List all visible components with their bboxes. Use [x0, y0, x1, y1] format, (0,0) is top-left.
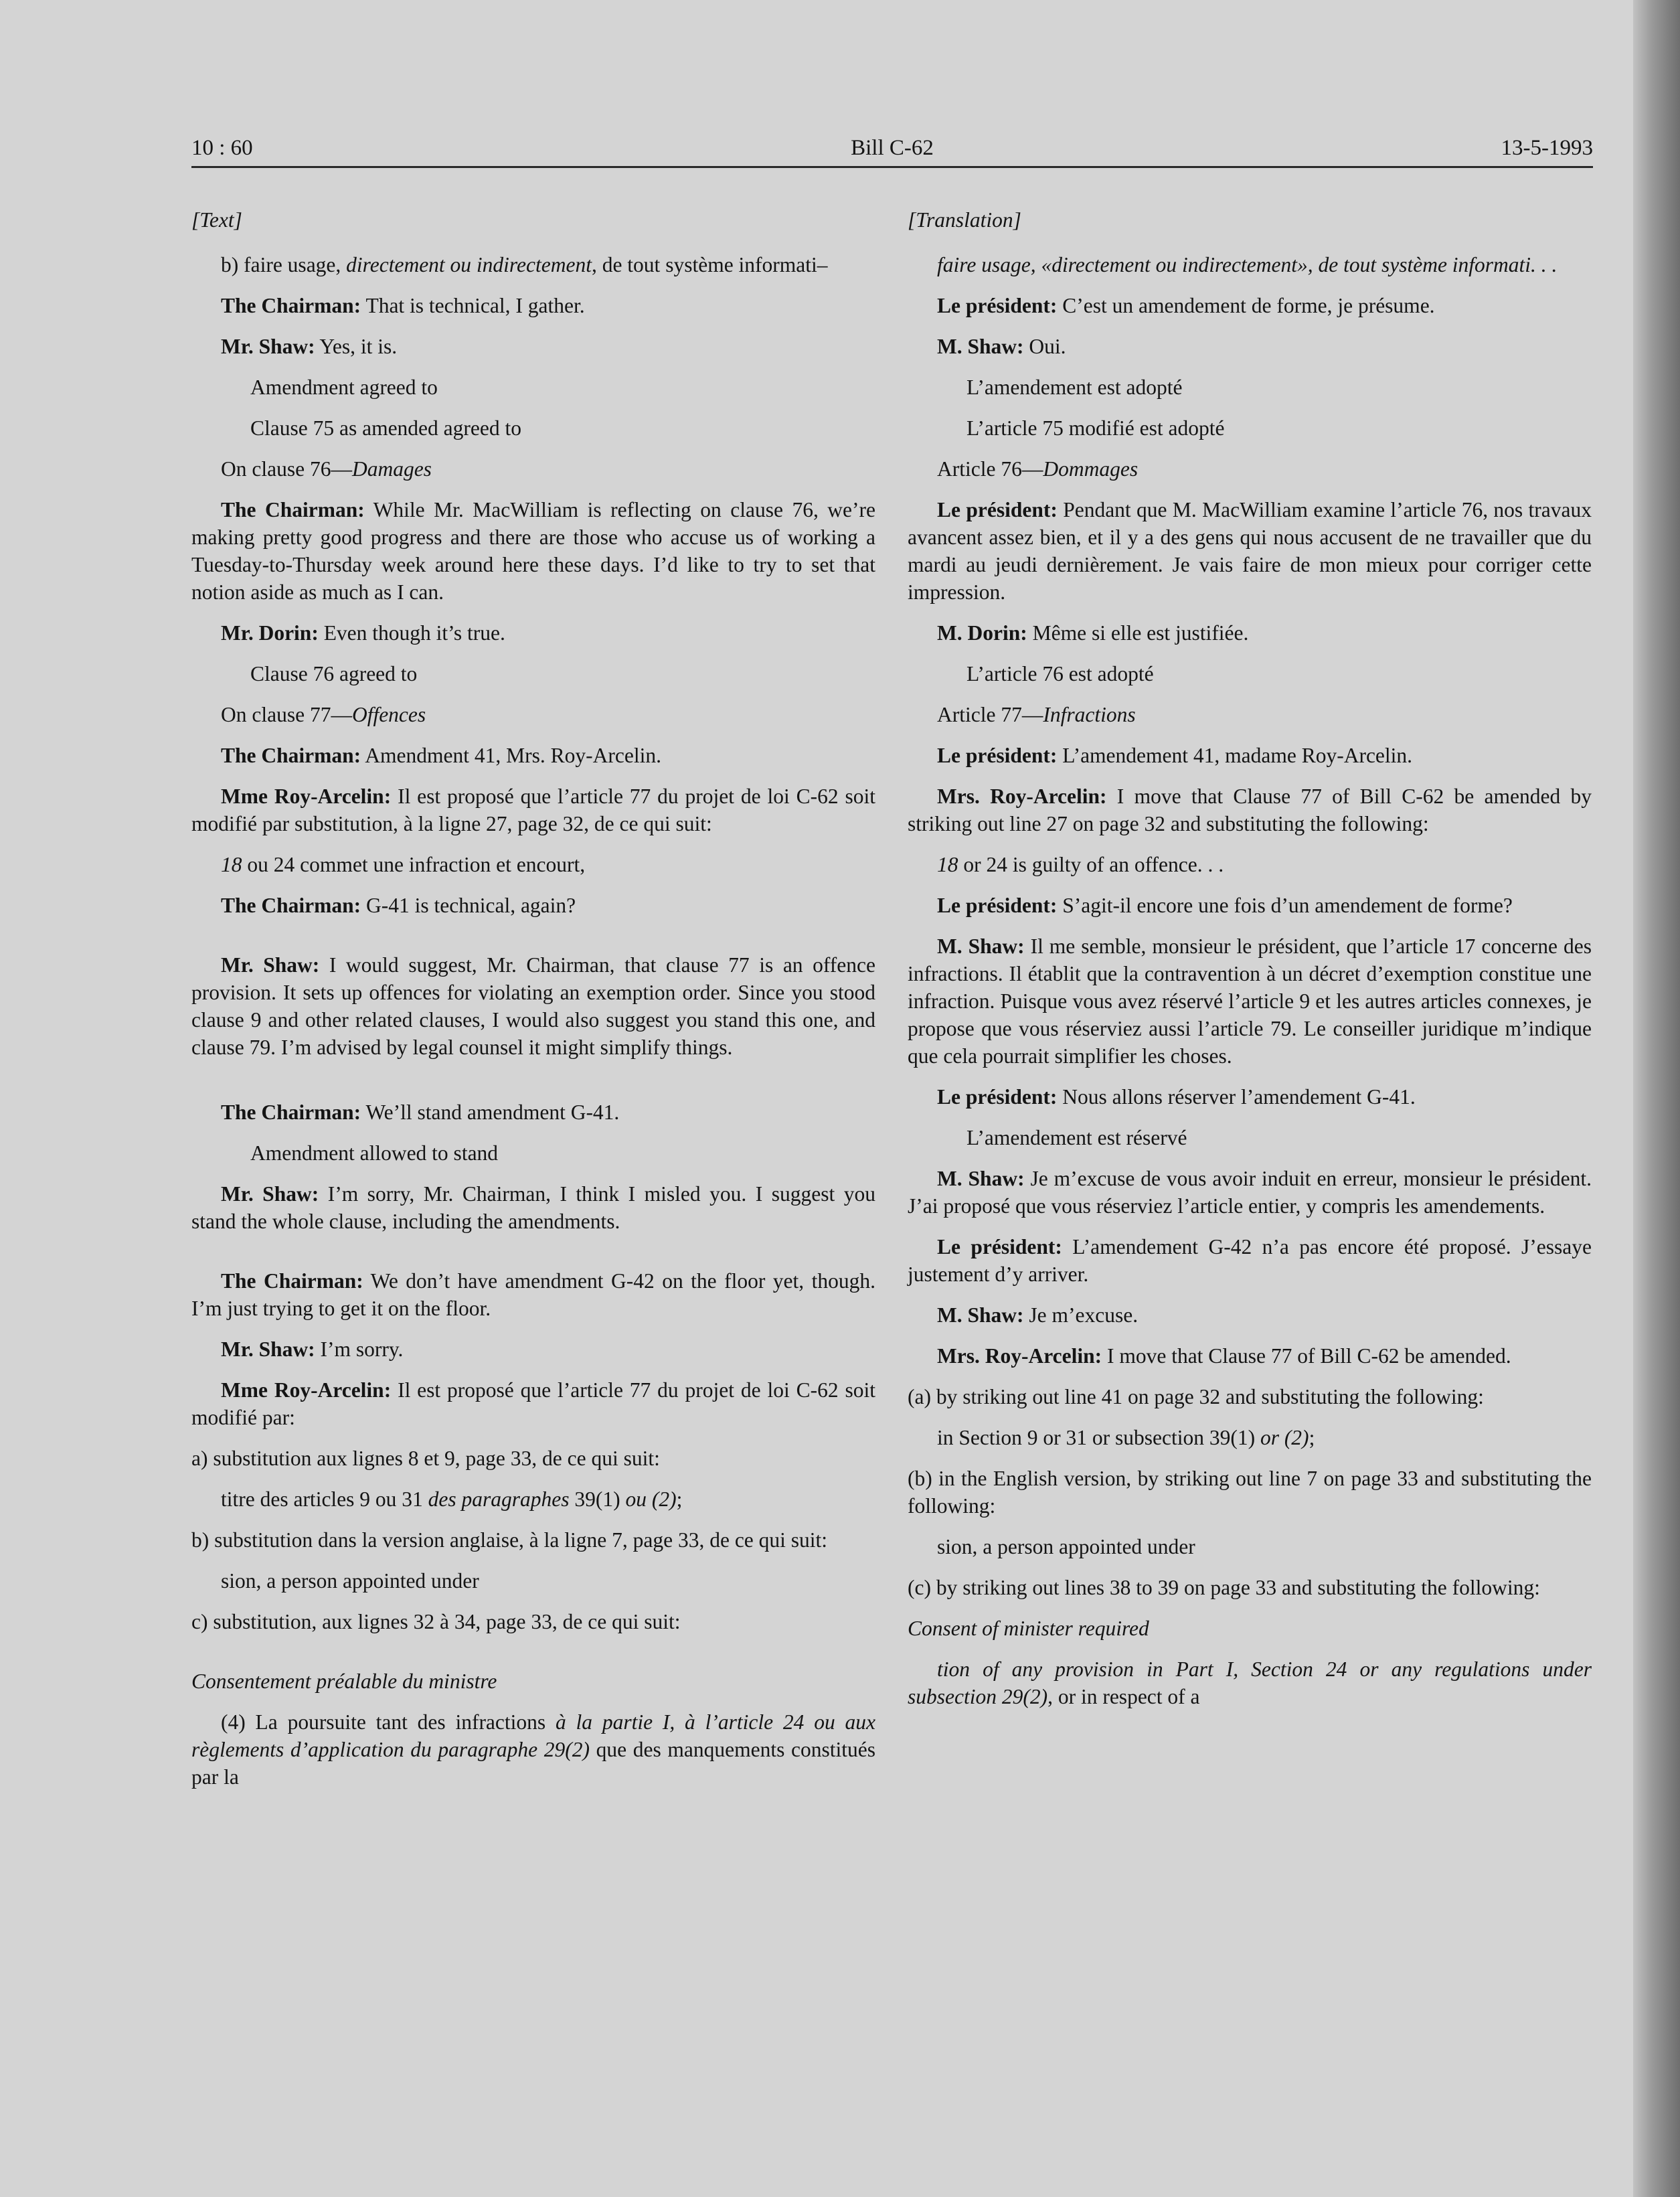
motion-result: L’article 76 est adopté — [967, 662, 1154, 685]
speaker: Mr. Shaw: — [221, 953, 320, 977]
speaker: Le président: — [937, 894, 1058, 917]
motion-result: L’amendement est réservé — [967, 1126, 1187, 1149]
amendment-item: (a) by striking out line 41 on page 32 and substituting the following: — [908, 1385, 1484, 1408]
speech: Le président: S’agit-il encore une fois d’un amendement de forme? — [937, 894, 1513, 917]
column-label: [Text] — [191, 208, 242, 232]
speech: The Chairman: Amendment 41, Mrs. Roy-Arcelin. — [221, 744, 661, 767]
speech: Mr. Shaw: I would suggest, Mr. Chairman, that clause 77 is an offence provision. It sets up offences for violating an exemption order. Since you stood clause 9 and other related clauses, I would also suggest you stand this one, and clause 79. I’m advised by legal counsel it might simplify things. — [191, 953, 875, 1059]
speaker: The Chairman: — [221, 498, 365, 521]
speech: M. Shaw: Il me semble, monsieur le président, que l’article 17 concerne des infractions. Il établit que la contravention à un décret d’exemption constitue une infraction. Puisque vous avez réservé l’article 9 et les autres articles connexes, je propose que vous réserviez aussi l’article 79. Le conseiller juridique m’indique que cela pourrait simplifier les choses. — [908, 934, 1592, 1068]
clause-heading: On clause 77—Offences — [221, 703, 426, 726]
speech: Mme Roy-Arcelin: Il est proposé que l’article 77 du projet de loi C-62 soit modifié par: — [191, 1378, 875, 1429]
speech: Le président: Pendant que M. MacWilliam examine l’article 76, nos travaux avancent assez bien, et il y a des gens qui nous accusent de ne travailler que du mardi au jeudi dernièrement. Je vais faire de mon mieux pour corriger cette impression. — [908, 498, 1592, 604]
speaker: Mme Roy-Arcelin: — [221, 785, 392, 808]
speaker: Mr. Shaw: — [221, 1182, 319, 1206]
speech: Le président: L’amendement G-42 n’a pas encore été proposé. J’essaye justement d’y arriver. — [908, 1235, 1592, 1286]
speaker: M. Shaw: — [937, 335, 1024, 358]
header-title: Bill C-62 — [851, 136, 934, 160]
speech: Mr. Shaw: I’m sorry, Mr. Chairman, I think I misled you. I suggest you stand the whole clause, including the amendments. — [191, 1182, 875, 1233]
amendment-text: tion of any provision in Part I, Section 24 or any regulations under subsection 29(2), or in respect of a — [908, 1657, 1592, 1708]
speaker: M. Shaw: — [937, 1167, 1025, 1190]
speech: M. Shaw: Je m’excuse de vous avoir induit en erreur, monsieur le président. J’ai proposé que vous réserviez l’article entier, y compris les amendements. — [908, 1167, 1592, 1218]
speaker: Le président: — [937, 744, 1058, 767]
header-date: 13-5-1993 — [1501, 136, 1593, 160]
motion-result: Clause 76 agreed to — [250, 662, 418, 685]
column-label: [Translation] — [908, 208, 1021, 232]
paragraph: faire usage, «directement ou indirectement», de tout système informati. . . — [937, 253, 1558, 276]
amendment-text: sion, a person appointed under — [937, 1535, 1195, 1558]
speaker: Mrs. Roy-Arcelin: — [937, 1344, 1102, 1368]
speaker: M. Shaw: — [937, 1303, 1024, 1327]
speech: The Chairman: We’ll stand amendment G-41. — [221, 1101, 620, 1124]
speaker: Mr. Shaw: — [221, 335, 315, 358]
motion-result: Amendment agreed to — [250, 376, 438, 399]
amendment-item: a) substitution aux lignes 8 et 9, page 33, de ce qui suit: — [191, 1447, 660, 1470]
amendment-text: in Section 9 or 31 or subsection 39(1) or (2); — [937, 1426, 1315, 1449]
motion-result: L’article 75 modifié est adopté — [967, 416, 1225, 440]
amendment-text: (4) La poursuite tant des infractions à la partie I, à l’article 24 ou aux règlements d’application du paragraphe 29(2) que des manquements constitués par la — [191, 1710, 875, 1789]
speech: Le président: Nous allons réserver l’amendement G-41. — [937, 1085, 1416, 1109]
amendment-item: (c) by striking out lines 38 to 39 on page 33 and substituting the following: — [908, 1576, 1540, 1599]
speech: The Chairman: G-41 is technical, again? — [221, 894, 576, 917]
speaker: Le président: — [937, 1085, 1058, 1109]
running-header — [191, 131, 1593, 168]
marginal-note: Consent of minister required — [908, 1617, 1149, 1640]
speech: The Chairman: We don’t have amendment G-42 on the floor yet, though. I’m just trying to get it on the floor. — [191, 1269, 875, 1320]
motion-result: L’amendement est adopté — [967, 376, 1183, 399]
speech: Mrs. Roy-Arcelin: I move that Clause 77 of Bill C-62 be amended by striking out line 27 on page 32 and substituting the following: — [908, 785, 1592, 835]
speaker: M. Dorin: — [937, 621, 1027, 645]
text-column — [191, 206, 875, 1804]
speech: Mr. Shaw: I’m sorry. — [221, 1337, 404, 1361]
page-edge-shadow — [1633, 0, 1680, 2197]
speech: M. Dorin: Même si elle est justifiée. — [937, 621, 1249, 645]
amendment-item: b) substitution dans la version anglaise, à la ligne 7, page 33, de ce qui suit: — [191, 1528, 828, 1552]
marginal-note: Consentement préalable du ministre — [191, 1670, 497, 1693]
speech: The Chairman: That is technical, I gather. — [221, 294, 585, 317]
amendment-text: sion, a person appointed under — [221, 1569, 479, 1593]
page-number: 10 : 60 — [191, 136, 253, 160]
speech: Mr. Dorin: Even though it’s true. — [221, 621, 505, 645]
speech: M. Shaw: Je m’excuse. — [937, 1303, 1139, 1327]
speech: Le président: C’est un amendement de forme, je présume. — [937, 294, 1435, 317]
speaker: Mr. Shaw: — [221, 1337, 315, 1361]
speaker: The Chairman: — [221, 1101, 361, 1124]
motion-result: Clause 75 as amended agreed to — [250, 416, 521, 440]
speaker: The Chairman: — [221, 294, 361, 317]
speech: Mme Roy-Arcelin: Il est proposé que l’article 77 du projet de loi C-62 soit modifié par substitution, à la ligne 27, page 32, de ce qui suit: — [191, 785, 875, 835]
speaker: Le président: — [937, 294, 1058, 317]
clause-heading: On clause 76—Damages — [221, 457, 432, 481]
speaker: Mr. Dorin: — [221, 621, 319, 645]
speaker: Le président: — [937, 1235, 1062, 1258]
speech: Mrs. Roy-Arcelin: I move that Clause 77 of Bill C-62 be amended. — [937, 1344, 1511, 1368]
speaker: Le président: — [937, 498, 1058, 521]
translation-column — [908, 206, 1592, 1724]
amendment-text: 18 or 24 is guilty of an offence. . . — [937, 853, 1224, 876]
clause-heading: Article 76—Dommages — [937, 457, 1139, 481]
amendment-item: c) substitution, aux lignes 32 à 34, page 33, de ce qui suit: — [191, 1610, 681, 1633]
speaker: Mrs. Roy-Arcelin: — [937, 785, 1107, 808]
clause-heading: Article 77—Infractions — [937, 703, 1136, 726]
speech: M. Shaw: Oui. — [937, 335, 1066, 358]
amendment-text: titre des articles 9 ou 31 des paragraphes 39(1) ou (2); — [221, 1487, 683, 1511]
speech: The Chairman: While Mr. MacWilliam is reflecting on clause 76, we’re making pretty good progress and there are those who accuse us of working a Tuesday-to-Thursday week around here these days. I’d like to try to set that notion aside as much as I can. — [191, 498, 876, 604]
speaker: The Chairman: — [221, 1269, 363, 1293]
speaker: M. Shaw: — [937, 934, 1025, 958]
speech: Le président: L’amendement 41, madame Roy-Arcelin. — [937, 744, 1413, 767]
speaker: The Chairman: — [221, 894, 361, 917]
paragraph: b) faire usage, directement ou indirectement, de tout système informati– — [221, 253, 828, 276]
speaker: The Chairman: — [221, 744, 361, 767]
speech: Mr. Shaw: Yes, it is. — [221, 335, 398, 358]
speaker: Mme Roy-Arcelin: — [221, 1378, 392, 1402]
amendment-item: (b) in the English version, by striking out line 7 on page 33 and substituting the following: — [908, 1467, 1592, 1518]
motion-result: Amendment allowed to stand — [250, 1141, 499, 1165]
amendment-text: 18 ou 24 commet une infraction et encourt, — [221, 853, 586, 876]
